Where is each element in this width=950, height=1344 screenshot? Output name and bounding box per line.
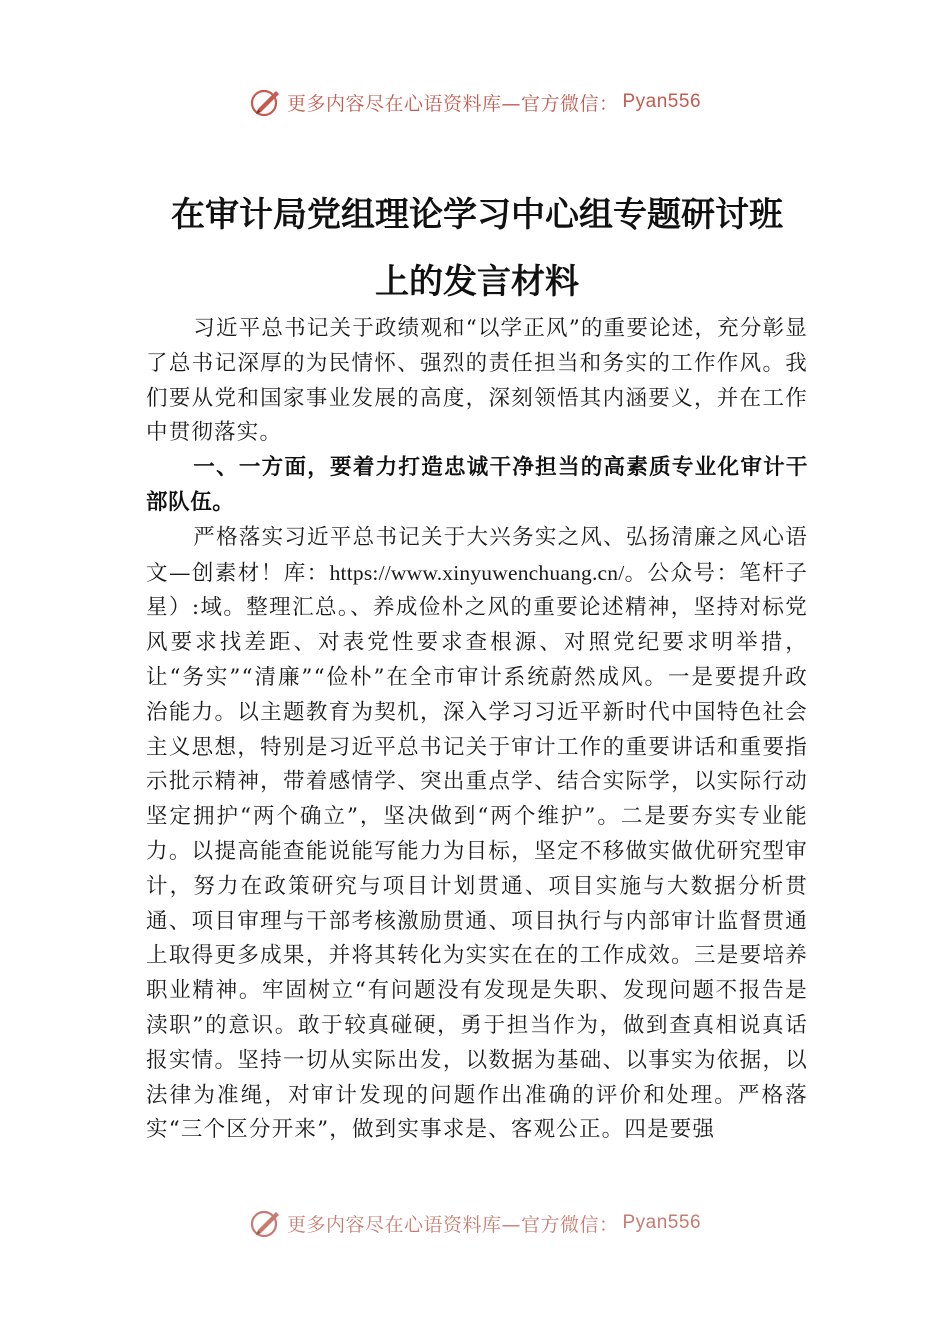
section-1-text-b: 。公众号：笔杆子星）:域。整理汇总。、养成俭朴之风的重要论述精神，坚持对标党风要求找差距、对表党性要求查根源、对照党纪要求明举措，让“务实”“清廉”“俭朴”在全市审计系统蔚然成风。一是要提升政治能力。以主题教育为契机，深入学习习近平新时代中国特色社会主义思想，特别是习近平总书记关于审计工作的重要讲话和重要指示批示精神，带着感情学、突出重点学、结合实际学，以实际行动坚定拥护“两个确立”，坚决做到“两个维护”。二是要夯实专业能力。以提高能查能说能写能力为目标，坚定不移做实做优研究型审计，努力在政策研究与项目计划贯通、项目实施与大数据分析贯通、项目审理与干部考核激励贯通、项目执行与内部审计监督贯通上取得更多成果，并将其转化为实实在在的工作成效。三是要培养职业精神。牢固树立“有问题没有发现是失职、发现问题不报告是渎职”的意识。敢于较真碰硬，勇于担当作为，做到查真相说真话报实情。坚持一切从实际出发，以数据为基础、以事实为依据，以法律为准绳，对审计发现的问题作出准确的评价和处理。严格落实“三个区分开来”，做到实事求是、客观公正。四是要强 — [146, 560, 808, 1143]
section-1-text-a: 严格落实习近平总书记关于大兴务实之风、弘扬清廉之风心语文—创素材！库： — [146, 524, 808, 586]
intro-paragraph: 习近平总书记关于政绩观和“以学正风”的重要论述，充分彰显了总书记深厚的为民情怀、强烈的责任担当和务实的工作作风。我们要从党和国家事业发展的高度，深刻领悟其内涵要义，并在工作中贯彻落实。 — [146, 316, 808, 446]
watermark-wechat-id: Pyan556 — [622, 1212, 702, 1233]
document-body — [146, 312, 808, 1148]
title-line-1: 在审计局党组理论学习中心组专题研讨班 — [171, 195, 783, 235]
watermark-text: 更多内容尽在心语资料库—官方微信： — [286, 1213, 619, 1236]
pen-logo-icon — [249, 1206, 283, 1240]
pen-logo-icon — [249, 85, 283, 119]
watermark-wechat-id: Pyan556 — [622, 91, 702, 112]
section-1-paragraph — [146, 521, 808, 1148]
section-1-heading: 一、一方面，要着力打造忠诚干净担当的高素质专业化审计干部队伍。 — [146, 455, 808, 515]
watermark-text: 更多内容尽在心语资料库—官方微信： — [286, 92, 619, 115]
title-line-2: 上的发言材料 — [375, 262, 579, 302]
watermark-footer — [0, 1203, 950, 1243]
watermark-header — [0, 82, 950, 122]
source-url: https://www.xinyuwenchuang.cn/ — [329, 560, 625, 585]
document-title — [146, 182, 808, 316]
